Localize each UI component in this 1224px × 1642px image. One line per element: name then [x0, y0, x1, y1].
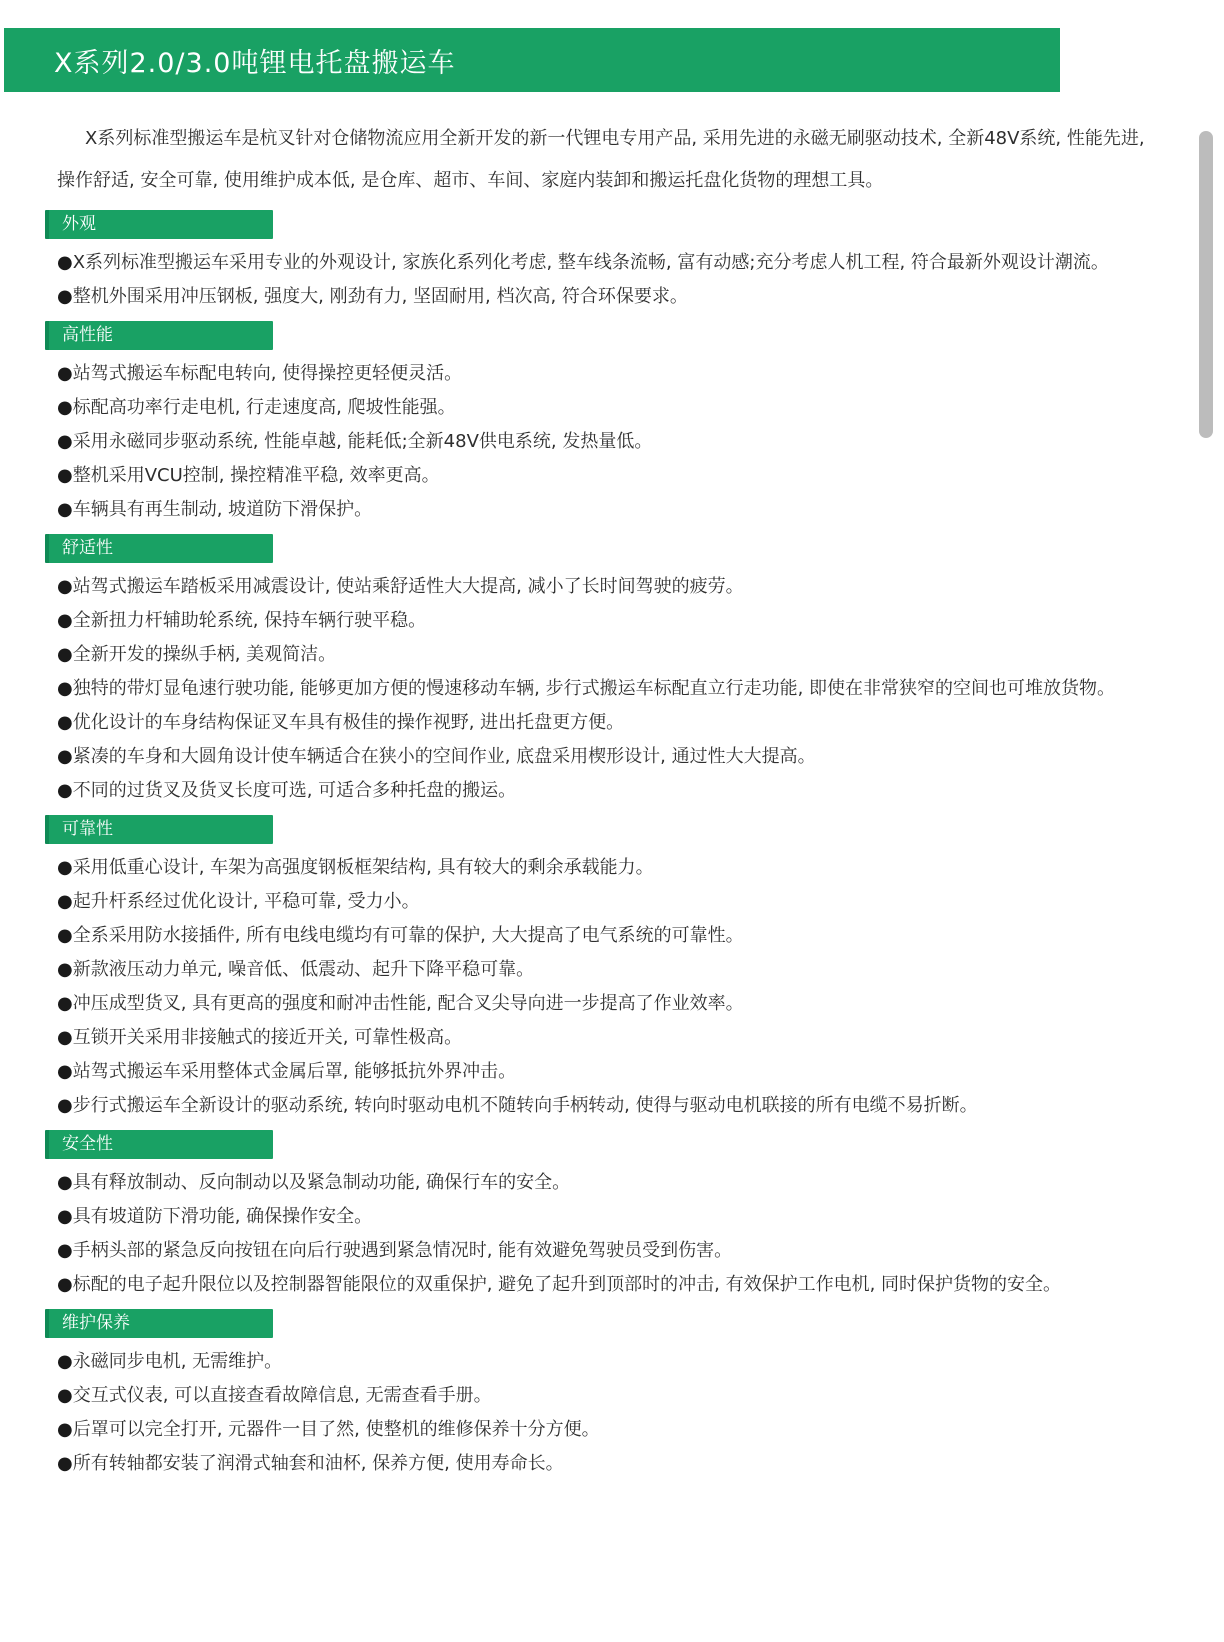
- bullet-icon: ●: [57, 1385, 73, 1406]
- bullet-icon: ●: [57, 499, 73, 520]
- section-label: 高性能: [45, 321, 273, 350]
- bullet-icon: ●: [57, 1172, 73, 1193]
- feature-bullet: [57, 1420, 1194, 1440]
- section-bullet-list: [57, 364, 1194, 520]
- bullet-icon: ●: [57, 1027, 73, 1048]
- bullet-text: 全新扭力杆辅助轮系统, 保持车辆行驶平稳。: [72, 610, 427, 631]
- bullet-text: 起升杆系经过优化设计, 平稳可靠, 受力小。: [72, 891, 420, 912]
- bullet-icon: ●: [57, 780, 73, 801]
- bullet-text: 永磁同步电机, 无需维护。: [72, 1351, 283, 1372]
- bullet-icon: ●: [57, 363, 73, 384]
- feature-bullet: [57, 1352, 1194, 1372]
- feature-bullet: [57, 994, 1194, 1014]
- bullet-icon: ●: [57, 644, 73, 665]
- bullet-icon: ●: [57, 1240, 73, 1261]
- page-header: [4, 28, 1060, 92]
- bullet-text: 整机采用VCU控制, 操控精准平稳, 效率更高。: [72, 465, 440, 486]
- section-bullet-list: [57, 858, 1194, 1116]
- bullet-icon: ●: [57, 925, 73, 946]
- feature-bullet: [57, 1028, 1194, 1048]
- feature-bullet: [57, 1241, 1194, 1261]
- bullet-icon: ●: [57, 1453, 73, 1474]
- section-bullet-list: [57, 1352, 1194, 1474]
- feature-bullet: [57, 1454, 1194, 1474]
- bullet-text: 站驾式搬运车标配电转向, 使得操控更轻便灵活。: [72, 363, 463, 384]
- feature-bullet: [57, 1173, 1194, 1193]
- bullet-text: 标配高功率行走电机, 行走速度高, 爬坡性能强。: [72, 397, 456, 418]
- bullet-text: 站驾式搬运车采用整体式金属后罩, 能够抵抗外界冲击。: [72, 1061, 517, 1082]
- feature-bullet: [57, 713, 1194, 733]
- bullet-text: 采用低重心设计, 车架为高强度钢板框架结构, 具有较大的剩余承载能力。: [72, 857, 654, 878]
- feature-bullet: [57, 432, 1194, 452]
- bullet-text: 步行式搬运车全新设计的驱动系统, 转向时驱动电机不随转向手柄转动, 使得与驱动电机联接的所有电缆不易折断。: [72, 1095, 978, 1116]
- bullet-icon: ●: [57, 252, 73, 273]
- bullet-text: 互锁开关采用非接触式的接近开关, 可靠性极高。: [72, 1027, 463, 1048]
- bullet-icon: ●: [57, 857, 73, 878]
- bullet-icon: ●: [57, 993, 73, 1014]
- feature-bullet: [57, 1207, 1194, 1227]
- bullet-text: 交互式仪表, 可以直接查看故障信息, 无需查看手册。: [72, 1385, 492, 1406]
- bullet-icon: ●: [57, 610, 73, 631]
- feature-bullet: [57, 287, 1194, 307]
- page-title: X系列2.0/3.0吨锂电托盘搬运车: [54, 47, 456, 79]
- bullet-icon: ●: [57, 286, 73, 307]
- feature-bullet: [57, 960, 1194, 980]
- bullet-text: 优化设计的车身结构保证叉车具有极佳的操作视野, 进出托盘更方便。: [72, 712, 625, 733]
- bullet-icon: ●: [57, 1351, 73, 1372]
- bullet-text: 不同的过货叉及货叉长度可选, 可适合多种托盘的搬运。: [72, 780, 517, 801]
- feature-bullet: [57, 858, 1194, 878]
- section-label: 外观: [45, 210, 273, 239]
- feature-bullet: [57, 500, 1194, 520]
- feature-bullet: [57, 926, 1194, 946]
- bullet-icon: ●: [57, 1095, 73, 1116]
- section-label: 舒适性: [45, 534, 273, 563]
- scrollbar-thumb[interactable]: [1199, 131, 1213, 438]
- bullet-icon: ●: [57, 1274, 73, 1295]
- feature-bullet: [57, 1386, 1194, 1406]
- bullet-text: 标配的电子起升限位以及控制器智能限位的双重保护, 避免了起升到顶部时的冲击, 有效保护工作电机, 同时保护货物的安全。: [72, 1274, 1062, 1295]
- feature-bullet: [57, 398, 1194, 418]
- feature-bullet: [57, 577, 1194, 597]
- bullet-text: 后罩可以完全打开, 元器件一目了然, 使整机的维修保养十分方便。: [72, 1419, 600, 1440]
- feature-bullet: [57, 781, 1194, 801]
- bullet-icon: ●: [57, 1061, 73, 1082]
- bullet-text: X系列标准型搬运车采用专业的外观设计, 家族化系列化考虑, 整车线条流畅, 富有动感;充分考虑人机工程, 符合最新外观设计潮流。: [72, 252, 1109, 273]
- bullet-icon: ●: [57, 431, 73, 452]
- feature-bullet: [57, 645, 1194, 665]
- bullet-icon: ●: [57, 746, 73, 767]
- section-label: 安全性: [45, 1130, 273, 1159]
- feature-bullet: [57, 611, 1194, 631]
- bullet-icon: ●: [57, 959, 73, 980]
- feature-bullet: [57, 364, 1194, 384]
- bullet-text: 紧凑的车身和大圆角设计使车辆适合在狭小的空间作业, 底盘采用楔形设计, 通过性大大提高。: [72, 746, 816, 767]
- bullet-icon: ●: [57, 678, 73, 699]
- bullet-icon: ●: [57, 397, 73, 418]
- bullet-text: 车辆具有再生制动, 坡道防下滑保护。: [72, 499, 373, 520]
- section-label: 可靠性: [45, 815, 273, 844]
- bullet-text: 具有坡道防下滑功能, 确保操作安全。: [72, 1206, 373, 1227]
- bullet-icon: ●: [57, 1419, 73, 1440]
- section-bullet-list: [57, 253, 1194, 307]
- bullet-text: 全系采用防水接插件, 所有电线电缆均有可靠的保护, 大大提高了电气系统的可靠性。: [72, 925, 744, 946]
- feature-bullet: [57, 679, 1194, 699]
- section-bullet-list: [57, 1173, 1194, 1295]
- feature-bullet: [57, 1096, 1194, 1116]
- bullet-icon: ●: [57, 891, 73, 912]
- feature-bullet: [57, 1062, 1194, 1082]
- bullet-icon: ●: [57, 1206, 73, 1227]
- bullet-text: 具有释放制动、反向制动以及紧急制动功能, 确保行车的安全。: [72, 1172, 571, 1193]
- feature-bullet: [57, 466, 1194, 486]
- bullet-text: 全新开发的操纵手柄, 美观简洁。: [72, 644, 337, 665]
- feature-bullet: [57, 747, 1194, 767]
- bullet-text: 站驾式搬运车踏板采用减震设计, 使站乘舒适性大大提高, 减小了长时间驾驶的疲劳。: [72, 576, 744, 597]
- section-bullet-list: [57, 577, 1194, 801]
- bullet-text: 新款液压动力单元, 噪音低、低震动、起升下降平稳可靠。: [72, 959, 535, 980]
- bullet-text: 所有转轴都安装了润滑式轴套和油杯, 保养方便, 使用寿命长。: [72, 1453, 564, 1474]
- sections-container: [0, 210, 1224, 1474]
- intro-paragraph: X系列标准型搬运车是杭叉针对仓储物流应用全新开发的新一代锂电专用产品, 采用先进的永磁无刷驱动技术, 全新48V系统, 性能先进, 操作舒适, 安全可靠, 使用维护成本低, 是仓库、超市、车间、家庭内装卸和搬运托盘化货物的理想工具。: [57, 128, 1145, 191]
- bullet-text: 手柄头部的紧急反向按钮在向后行驶遇到紧急情况时, 能有效避免驾驶员受到伤害。: [72, 1240, 733, 1261]
- bullet-icon: ●: [57, 465, 73, 486]
- feature-bullet: [57, 1275, 1194, 1295]
- bullet-text: 冲压成型货叉, 具有更高的强度和耐冲击性能, 配合叉尖导向进一步提高了作业效率。: [72, 993, 744, 1014]
- bullet-text: 独特的带灯显龟速行驶功能, 能够更加方便的慢速移动车辆, 步行式搬运车标配直立行走功能, 即使在非常狭窄的空间也可堆放货物。: [72, 678, 1116, 699]
- section-label: 维护保养: [45, 1309, 273, 1338]
- feature-bullet: [57, 892, 1194, 912]
- bullet-text: 采用永磁同步驱动系统, 性能卓越, 能耗低;全新48V供电系统, 发热量低。: [72, 431, 653, 452]
- bullet-icon: ●: [57, 576, 73, 597]
- bullet-icon: ●: [57, 712, 73, 733]
- feature-bullet: [57, 253, 1194, 273]
- bullet-text: 整机外围采用冲压钢板, 强度大, 刚劲有力, 坚固耐用, 档次高, 符合环保要求。: [72, 286, 688, 307]
